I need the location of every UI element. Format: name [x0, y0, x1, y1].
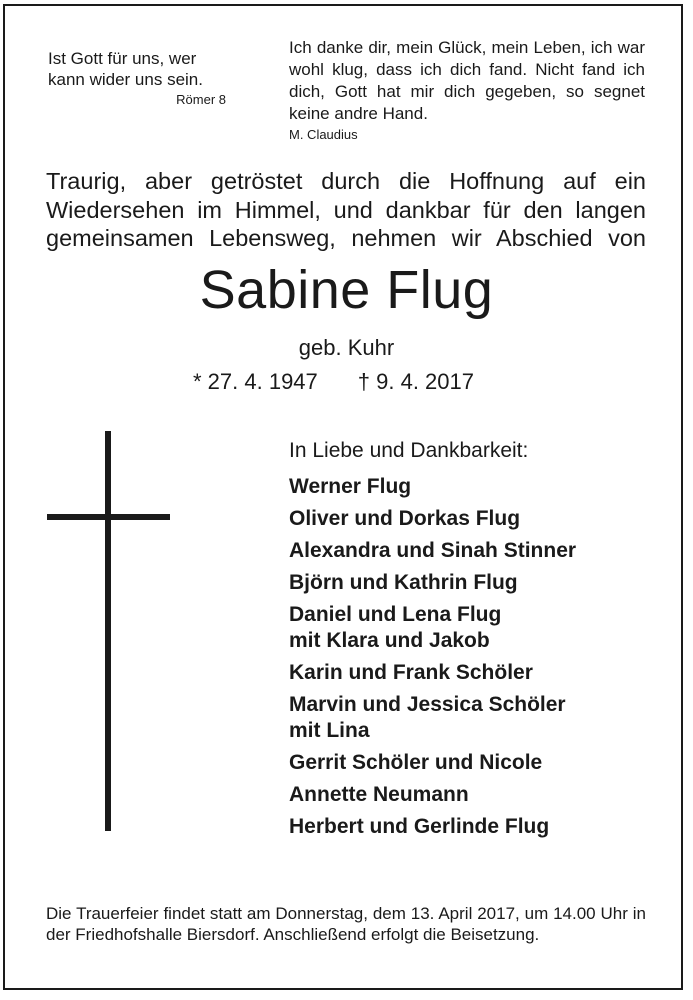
mourner-item: Daniel und Lena Flug mit Klara und Jakob	[289, 603, 502, 652]
mourners-list	[289, 474, 576, 846]
mourner-item: Oliver und Dorkas Flug	[289, 507, 521, 530]
mourner-item: Herbert und Gerlinde Flug	[289, 815, 550, 838]
bible-verse	[48, 48, 226, 108]
birth-date: * 27. 4. 1947	[193, 369, 318, 394]
poem-text: Ich danke dir, mein Glück, mein Leben, ich war wohl klug, dass ich dich fand. Nicht fand ich dich, Gott hat mir dich gegeben, so segnet keine andre Hand.	[289, 38, 645, 123]
mourner-item: Werner Flug	[289, 475, 412, 498]
intro-text: Traurig, aber getröstet durch die Hoffnung auf ein Wiedersehen im Himmel, und dankbar für den langen gemeinsamen Lebensweg, nehmen wir Abschied von	[46, 168, 646, 251]
bible-verse-line-2: kann wider uns sein.	[48, 70, 203, 89]
maiden-name: geb. Kuhr	[298, 335, 395, 360]
mourner-item: Gerrit Schöler und Nicole	[289, 751, 543, 774]
mourner-item: Marvin und Jessica Schöler mit Lina	[289, 693, 566, 742]
death-date: † 9. 4. 2017	[357, 369, 474, 394]
poem-author: M. Claudius	[289, 127, 358, 142]
deceased-name: Sabine Flug	[199, 260, 494, 320]
mourner-item: Björn und Kathrin Flug	[289, 571, 518, 594]
mourner-item: Alexandra und Sinah Stinner	[289, 539, 577, 562]
bible-verse-reference: Römer 8	[176, 92, 226, 107]
mourner-item: Annette Neumann	[289, 783, 469, 806]
cross-icon	[105, 431, 111, 831]
mourner-item: Karin und Frank Schöler	[289, 661, 533, 684]
cross-icon-bar	[47, 514, 170, 520]
life-dates	[193, 368, 474, 396]
bible-verse-line-1: Ist Gott für uns, wer	[48, 49, 197, 68]
poem-quote	[289, 37, 645, 143]
mourners-heading: In Liebe und Dankbarkeit:	[289, 439, 529, 462]
funeral-notice: Die Trauerfeier findet statt am Donnerstag, dem 13. April 2017, um 14.00 Uhr in der Friedhofshalle Biersdorf. Anschließend erfolgt die Beisetzung.	[46, 904, 646, 944]
